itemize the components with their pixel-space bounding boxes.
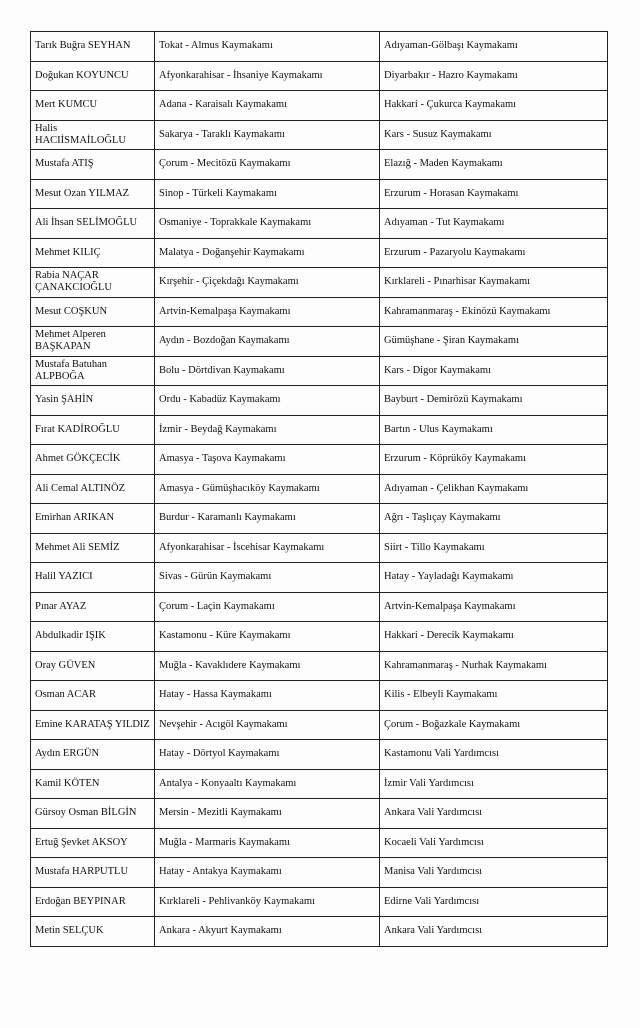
current-post-cell: Sakarya - Taraklı Kaymakamı [155,120,380,150]
new-post-cell: Adıyaman - Tut Kaymakamı [380,209,608,239]
new-post-cell: Manisa Vali Yardımcısı [380,858,608,888]
appointment-table-body [31,32,608,947]
table-row [31,799,608,829]
person-name-cell: Oray GÜVEN [31,651,155,681]
table-row [31,415,608,445]
new-post-cell: Adıyaman-Gölbaşı Kaymakamı [380,32,608,62]
new-post-cell: Hakkari - Çukurca Kaymakamı [380,91,608,121]
table-row [31,828,608,858]
new-post-cell: Siirt - Tillo Kaymakamı [380,533,608,563]
new-post-cell: Kilis - Elbeyli Kaymakamı [380,681,608,711]
person-name-cell: Mehmet KILIÇ [31,238,155,268]
person-name-cell: Halil YAZICI [31,563,155,593]
current-post-cell: Aydın - Bozdoğan Kaymakamı [155,327,380,357]
person-name-cell: Aydın ERGÜN [31,740,155,770]
new-post-cell: Ağrı - Taşlıçay Kaymakamı [380,504,608,534]
new-post-cell: Erzurum - Köprüköy Kaymakamı [380,445,608,475]
current-post-cell: Nevşehir - Acıgöl Kaymakamı [155,710,380,740]
person-name-cell: Doğukan KOYUNCU [31,61,155,91]
new-post-cell: Bartın - Ulus Kaymakamı [380,415,608,445]
current-post-cell: Mersin - Mezitli Kaymakamı [155,799,380,829]
new-post-cell: İzmir Vali Yardımcısı [380,769,608,799]
current-post-cell: Bolu - Dörtdivan Kaymakamı [155,356,380,386]
appointment-table [30,31,608,947]
table-row [31,61,608,91]
new-post-cell: Bayburt - Demirözü Kaymakamı [380,386,608,416]
new-post-cell: Elazığ - Maden Kaymakamı [380,150,608,180]
table-row [31,592,608,622]
new-post-cell: Ankara Vali Yardımcısı [380,917,608,947]
table-row [31,474,608,504]
current-post-cell: Çorum - Mecitözü Kaymakamı [155,150,380,180]
table-row [31,209,608,239]
table-row [31,917,608,947]
table-row [31,356,608,386]
new-post-cell: Hatay - Yayladağı Kaymakamı [380,563,608,593]
table-row [31,120,608,150]
person-name-cell: Ertuğ Şevket AKSOY [31,828,155,858]
person-name-cell: Gürsoy Osman BİLGİN [31,799,155,829]
current-post-cell: Amasya - Gümüşhacıköy Kaymakamı [155,474,380,504]
current-post-cell: Burdur - Karamanlı Kaymakamı [155,504,380,534]
current-post-cell: Kırklareli - Pehlivanköy Kaymakamı [155,887,380,917]
person-name-cell: Mustafa Batuhan ALPBOĞA [31,356,155,386]
person-name-cell: Ali Cemal ALTINÖZ [31,474,155,504]
new-post-cell: Kahramanmaraş - Nurhak Kaymakamı [380,651,608,681]
table-row [31,150,608,180]
person-name-cell: Kamil KÖTEN [31,769,155,799]
table-row [31,681,608,711]
table-row [31,238,608,268]
person-name-cell: Yasin ŞAHİN [31,386,155,416]
current-post-cell: Çorum - Laçin Kaymakamı [155,592,380,622]
table-row [31,504,608,534]
person-name-cell: Metin SELÇUK [31,917,155,947]
person-name-cell: Emirhan ARIKAN [31,504,155,534]
new-post-cell: Kastamonu Vali Yardımcısı [380,740,608,770]
table-row [31,710,608,740]
current-post-cell: Kastamonu - Küre Kaymakamı [155,622,380,652]
table-row [31,769,608,799]
current-post-cell: Ankara - Akyurt Kaymakamı [155,917,380,947]
current-post-cell: Osmaniye - Toprakkale Kaymakamı [155,209,380,239]
current-post-cell: Sivas - Gürün Kaymakamı [155,563,380,593]
table-row [31,445,608,475]
table-row [31,887,608,917]
table-row [31,327,608,357]
person-name-cell: Tarık Buğra SEYHAN [31,32,155,62]
new-post-cell: Edirne Vali Yardımcısı [380,887,608,917]
person-name-cell: Mert KUMCU [31,91,155,121]
current-post-cell: Kırşehir - Çiçekdağı Kaymakamı [155,268,380,298]
current-post-cell: Sinop - Türkeli Kaymakamı [155,179,380,209]
new-post-cell: Ankara Vali Yardımcısı [380,799,608,829]
person-name-cell: Fırat KADİROĞLU [31,415,155,445]
current-post-cell: Hatay - Dörtyol Kaymakamı [155,740,380,770]
current-post-cell: Antalya - Konyaaltı Kaymakamı [155,769,380,799]
current-post-cell: Tokat - Almus Kaymakamı [155,32,380,62]
current-post-cell: Muğla - Kavaklıdere Kaymakamı [155,651,380,681]
person-name-cell: Ali İhsan SELİMOĞLU [31,209,155,239]
current-post-cell: Afyonkarahisar - İhsaniye Kaymakamı [155,61,380,91]
table-row [31,91,608,121]
person-name-cell: Erdoğan BEYPINAR [31,887,155,917]
new-post-cell: Artvin-Kemalpaşa Kaymakamı [380,592,608,622]
new-post-cell: Adıyaman - Çelikhan Kaymakamı [380,474,608,504]
person-name-cell: Halis HACIİSMAİLOĞLU [31,120,155,150]
new-post-cell: Kırklareli - Pınarhisar Kaymakamı [380,268,608,298]
new-post-cell: Kahramanmaraş - Ekinözü Kaymakamı [380,297,608,327]
person-name-cell: Mesut COŞKUN [31,297,155,327]
table-row [31,297,608,327]
person-name-cell: Abdulkadir IŞIK [31,622,155,652]
current-post-cell: Ordu - Kabadüz Kaymakamı [155,386,380,416]
current-post-cell: Hatay - Hassa Kaymakamı [155,681,380,711]
current-post-cell: Malatya - Doğanşehir Kaymakamı [155,238,380,268]
table-row [31,651,608,681]
new-post-cell: Kocaeli Vali Yardımcısı [380,828,608,858]
table-row [31,268,608,298]
table-row [31,563,608,593]
person-name-cell: Mesut Ozan YILMAZ [31,179,155,209]
person-name-cell: Mustafa ATIŞ [31,150,155,180]
table-row [31,740,608,770]
person-name-cell: Mehmet Alperen BAŞKAPAN [31,327,155,357]
person-name-cell: Rabia NAÇAR ÇANAKCIOĞLU [31,268,155,298]
person-name-cell: Ahmet GÖKÇECİK [31,445,155,475]
current-post-cell: Artvin-Kemalpaşa Kaymakamı [155,297,380,327]
current-post-cell: Amasya - Taşova Kaymakamı [155,445,380,475]
new-post-cell: Gümüşhane - Şiran Kaymakamı [380,327,608,357]
table-row [31,622,608,652]
new-post-cell: Kars - Susuz Kaymakamı [380,120,608,150]
current-post-cell: Hatay - Antakya Kaymakamı [155,858,380,888]
table-row [31,858,608,888]
person-name-cell: Osman ACAR [31,681,155,711]
new-post-cell: Erzurum - Horasan Kaymakamı [380,179,608,209]
table-row [31,32,608,62]
new-post-cell: Diyarbakır - Hazro Kaymakamı [380,61,608,91]
person-name-cell: Emine KARATAŞ YILDIZ [31,710,155,740]
new-post-cell: Çorum - Boğazkale Kaymakamı [380,710,608,740]
table-row [31,179,608,209]
person-name-cell: Pınar AYAZ [31,592,155,622]
new-post-cell: Erzurum - Pazaryolu Kaymakamı [380,238,608,268]
new-post-cell: Hakkari - Derecik Kaymakamı [380,622,608,652]
table-row [31,386,608,416]
current-post-cell: İzmir - Beydağ Kaymakamı [155,415,380,445]
current-post-cell: Adana - Karaisalı Kaymakamı [155,91,380,121]
person-name-cell: Mehmet Ali SEMİZ [31,533,155,563]
table-row [31,533,608,563]
person-name-cell: Mustafa HARPUTLU [31,858,155,888]
current-post-cell: Muğla - Marmaris Kaymakamı [155,828,380,858]
new-post-cell: Kars - Digor Kaymakamı [380,356,608,386]
current-post-cell: Afyonkarahisar - İscehisar Kaymakamı [155,533,380,563]
